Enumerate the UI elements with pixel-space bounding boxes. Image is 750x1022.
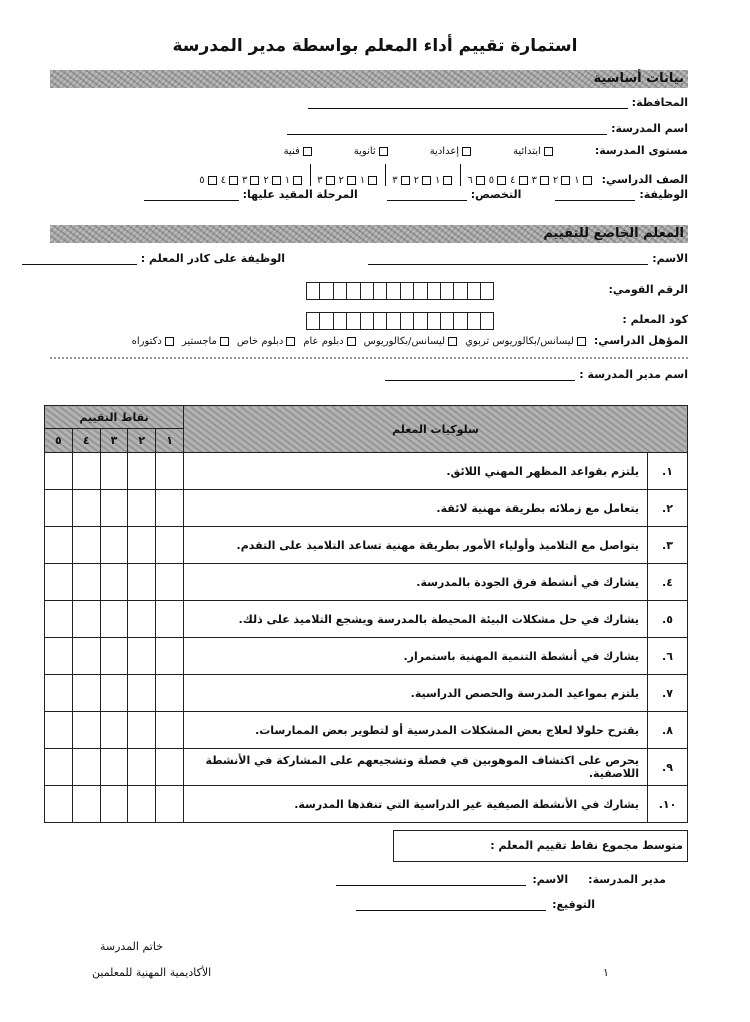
table-row — [45, 749, 688, 786]
grade-number: ٣ — [392, 175, 398, 186]
rating-cell[interactable] — [156, 786, 184, 823]
digit-box[interactable] — [480, 282, 494, 300]
grade-number: ٣ — [317, 175, 323, 186]
point-header: ٥ — [45, 429, 73, 453]
grade-option-technical[interactable] — [263, 175, 282, 186]
grade-option-technical[interactable] — [221, 175, 240, 186]
rating-cell[interactable] — [72, 453, 100, 490]
principal-name-label: الاسم: — [532, 873, 569, 886]
rating-cell[interactable] — [156, 601, 184, 638]
digit-box[interactable] — [319, 282, 333, 300]
grade-number: ٢ — [413, 175, 419, 186]
grade-number: ٤ — [220, 175, 226, 186]
grade-option-secondary[interactable] — [360, 175, 379, 186]
behavior-text: يتعامل مع زملائه بطريقة مهنية لائقة. — [183, 490, 647, 527]
grade-option-primary[interactable] — [553, 175, 572, 186]
rating-cell[interactable] — [72, 564, 100, 601]
grade-option-primary[interactable] — [574, 175, 593, 186]
behavior-text: يقترح حلولا لعلاج بعض المشكلات المدرسية أو لتطوير بعض الممارسات. — [183, 712, 647, 749]
digit-box[interactable] — [427, 312, 441, 330]
table-row — [45, 786, 688, 823]
rating-cell[interactable] — [100, 453, 128, 490]
option-label: ليسانس/بكالوريوس تربوي — [465, 336, 574, 347]
row-number: ٩. — [648, 749, 688, 786]
level-option[interactable]: ثانوية — [354, 146, 390, 157]
point-header: ٢ — [128, 429, 156, 453]
table-row — [45, 675, 688, 712]
checkbox[interactable] — [443, 176, 452, 185]
checkbox[interactable] — [379, 147, 388, 156]
average-score-label: متوسط مجموع نقاط تقييم المعلم : — [490, 839, 683, 852]
rating-cell[interactable] — [128, 786, 156, 823]
principal-name-field[interactable] — [385, 370, 575, 381]
checkbox[interactable] — [229, 176, 238, 185]
rating-cell[interactable] — [128, 749, 156, 786]
rating-cell[interactable] — [100, 527, 128, 564]
table-row — [45, 453, 688, 490]
checkbox[interactable] — [165, 337, 174, 346]
digit-box[interactable] — [440, 312, 454, 330]
digit-box[interactable] — [413, 282, 427, 300]
rating-cell[interactable] — [45, 564, 73, 601]
cadre-job-label: الوظيفة على كادر المعلم : — [140, 252, 285, 265]
digit-box[interactable] — [427, 282, 441, 300]
cadre-job-field[interactable] — [22, 254, 137, 265]
grade-number: ٣ — [531, 175, 537, 186]
rating-cell[interactable] — [100, 675, 128, 712]
governorate-label: المحافظة: — [631, 96, 688, 109]
digit-box[interactable] — [453, 312, 467, 330]
rating-cell[interactable] — [45, 638, 73, 675]
rating-cell[interactable] — [100, 749, 128, 786]
rating-cell[interactable] — [128, 527, 156, 564]
job-label: الوظيفة: — [639, 188, 688, 201]
qualification-option[interactable] — [132, 336, 176, 347]
behavior-text: يلتزم بقواعد المظهر المهني اللائق. — [183, 453, 647, 490]
grade-option-secondary[interactable] — [317, 175, 336, 186]
grade-option-prep[interactable] — [414, 175, 433, 186]
rating-cell[interactable] — [156, 490, 184, 527]
digit-box[interactable] — [306, 312, 320, 330]
grade-number: ١ — [359, 175, 366, 186]
behavior-text: يشارك في حل مشكلات البيئة المحيطة بالمدرسة ويشجع التلاميذ على ذلك. — [183, 601, 647, 638]
digit-box[interactable] — [373, 282, 387, 300]
digit-box[interactable] — [333, 282, 347, 300]
page-number: ١ — [603, 966, 609, 979]
signature-label: التوقيع: — [552, 898, 595, 911]
checkbox[interactable] — [401, 176, 410, 185]
digit-box[interactable] — [373, 312, 387, 330]
rating-cell[interactable] — [72, 638, 100, 675]
behavior-text: يشارك في الأنشطة الصيفية غير الدراسية التي تنفذها المدرسة. — [183, 786, 647, 823]
row-number: ٤. — [648, 564, 688, 601]
behavior-text: يتواصل مع التلاميذ وأولياء الأمور بطريقة مهنية تساعد التلاميذ على التقدم. — [183, 527, 647, 564]
table-row — [45, 712, 688, 749]
grade-option-technical[interactable] — [285, 175, 304, 186]
checkbox[interactable] — [208, 176, 217, 185]
checkbox[interactable] — [540, 176, 549, 185]
rating-cell[interactable] — [100, 712, 128, 749]
stage-label: المرحلة المقيد عليها: — [242, 188, 358, 201]
divider — [310, 164, 311, 186]
qualification-row — [132, 334, 688, 347]
table-row — [45, 527, 688, 564]
checkbox[interactable] — [368, 176, 377, 185]
school-stamp-label: خاتم المدرسة — [100, 940, 163, 953]
digit-box[interactable] — [400, 282, 414, 300]
digit-box[interactable] — [440, 282, 454, 300]
checkbox[interactable] — [561, 176, 570, 185]
rating-cell[interactable] — [45, 490, 73, 527]
row-number: ٢. — [648, 490, 688, 527]
rating-cell[interactable] — [128, 453, 156, 490]
digit-box[interactable] — [360, 312, 374, 330]
school-level-row — [284, 144, 688, 157]
table-row — [45, 490, 688, 527]
digit-box[interactable] — [400, 312, 414, 330]
rating-cell[interactable] — [45, 786, 73, 823]
principal-name-label: اسم مدير المدرسة : — [579, 368, 688, 381]
principal-signoff-name-field[interactable] — [336, 875, 526, 886]
grade-option-primary[interactable] — [489, 175, 508, 186]
level-option[interactable]: ابتدائية — [513, 146, 555, 157]
qualification-option[interactable] — [182, 336, 231, 347]
rating-cell[interactable] — [45, 453, 73, 490]
point-header: ١ — [156, 429, 184, 453]
national-id-boxes[interactable] — [307, 282, 494, 300]
grade-option-technical[interactable] — [199, 175, 218, 186]
behavior-text: يلتزم بمواعيد المدرسة والحصص الدراسية. — [183, 675, 647, 712]
point-header: ٤ — [72, 429, 100, 453]
row-number: ٥. — [648, 601, 688, 638]
section-teacher-heading: المعلم الخاضع للتقييم — [50, 225, 688, 243]
point-header: ٣ — [100, 429, 128, 453]
rating-cell[interactable] — [45, 749, 73, 786]
academy-name: الأكاديمية المهنية للمعلمين — [92, 966, 212, 979]
checkbox[interactable] — [326, 176, 335, 185]
rating-cell[interactable] — [72, 749, 100, 786]
checkbox[interactable] — [544, 147, 553, 156]
option-label: دكتوراه — [131, 336, 162, 347]
checkbox[interactable] — [476, 176, 485, 185]
row-number: ١. — [648, 453, 688, 490]
divider — [460, 164, 461, 186]
governorate-field[interactable] — [308, 98, 628, 109]
checkbox[interactable] — [347, 176, 356, 185]
specialization-label: التخصص: — [470, 188, 522, 201]
behaviors-header: سلوكيات المعلم — [183, 406, 687, 453]
grade-number: ١ — [284, 175, 291, 186]
grade-number: ٢ — [338, 175, 344, 186]
grade-option-prep[interactable] — [435, 175, 454, 186]
rating-cell[interactable] — [72, 712, 100, 749]
divider — [385, 164, 386, 186]
checkbox[interactable] — [250, 176, 259, 185]
checkbox[interactable] — [303, 147, 312, 156]
rating-cell[interactable] — [156, 749, 184, 786]
job-field[interactable] — [555, 190, 635, 201]
national-id-label: الرقم القومي: — [608, 283, 688, 296]
rating-cell[interactable] — [45, 675, 73, 712]
rating-cell[interactable] — [100, 490, 128, 527]
rating-cell[interactable] — [128, 601, 156, 638]
rating-cell[interactable] — [156, 712, 184, 749]
teacher-code-label: كود المعلم : — [622, 313, 688, 326]
rating-cell[interactable] — [72, 490, 100, 527]
rating-cell[interactable] — [72, 527, 100, 564]
grade-number: ٤ — [510, 175, 516, 186]
rating-cell[interactable] — [45, 527, 73, 564]
grade-number: ٢ — [552, 175, 559, 186]
points-header: نقاط التقييم — [45, 406, 184, 429]
grade-number: ٣ — [242, 175, 248, 186]
digit-box[interactable] — [319, 312, 333, 330]
principal-label: مدير المدرسة: — [588, 873, 666, 886]
qualification-option[interactable] — [364, 336, 459, 347]
checkbox[interactable] — [583, 176, 592, 185]
rating-cell[interactable] — [100, 786, 128, 823]
teacher-code-boxes[interactable] — [307, 312, 494, 330]
grade-option-primary[interactable] — [467, 175, 486, 186]
behavior-text: يحرص على اكتشاف الموهوبين في فصلة وتشجيعهم على المشاركة في الأنشطة اللاصفية. — [183, 749, 647, 786]
option-label: دبلوم خاص — [236, 336, 284, 347]
checkbox[interactable] — [293, 176, 302, 185]
digit-box[interactable] — [360, 282, 374, 300]
qualification-option[interactable] — [303, 336, 357, 347]
grade-number: ١ — [574, 175, 580, 186]
divider — [50, 357, 688, 359]
row-number: ٧. — [648, 675, 688, 712]
evaluation-table — [44, 405, 688, 823]
school-level-label: مستوى المدرسة: — [594, 144, 688, 157]
specialization-field[interactable] — [387, 190, 467, 201]
rating-cell[interactable] — [128, 638, 156, 675]
digit-box[interactable] — [413, 312, 427, 330]
grade-option-technical[interactable] — [242, 175, 261, 186]
school-name-field[interactable] — [287, 124, 607, 135]
checkbox[interactable] — [448, 337, 457, 346]
rating-cell[interactable] — [72, 786, 100, 823]
digit-box[interactable] — [346, 312, 360, 330]
average-score-box[interactable] — [393, 830, 688, 862]
grade-row — [199, 164, 688, 186]
grade-label: الصف الدراسي: — [601, 173, 688, 186]
rating-cell[interactable] — [156, 638, 184, 675]
behavior-text: يشارك في أنشطة التنمية المهنية باستمرار. — [183, 638, 647, 675]
grade-number: ٢ — [263, 175, 269, 186]
behavior-text: يشارك في أنشطة فرق الجودة بالمدرسة. — [183, 564, 647, 601]
checkbox[interactable] — [272, 176, 281, 185]
digit-box[interactable] — [480, 312, 494, 330]
school-name-label: اسم المدرسة: — [611, 122, 688, 135]
rating-cell[interactable] — [100, 601, 128, 638]
rating-cell[interactable] — [156, 527, 184, 564]
rating-cell[interactable] — [45, 601, 73, 638]
rating-cell[interactable] — [100, 638, 128, 675]
grade-number: ١ — [435, 175, 441, 186]
digit-box[interactable] — [386, 312, 400, 330]
digit-box[interactable] — [467, 312, 481, 330]
rating-cell[interactable] — [156, 564, 184, 601]
page-title: استمارة تقييم أداء المعلم بواسطة مدير المدرسة — [172, 36, 578, 56]
table-row — [45, 564, 688, 601]
table-row — [45, 601, 688, 638]
rating-cell[interactable] — [72, 601, 100, 638]
option-label: ماجستير — [181, 336, 217, 347]
checkbox[interactable] — [462, 147, 471, 156]
teacher-name-field[interactable] — [368, 254, 648, 265]
rating-cell[interactable] — [128, 712, 156, 749]
rating-cell[interactable] — [100, 564, 128, 601]
checkbox[interactable] — [286, 337, 295, 346]
row-number: ٨. — [648, 712, 688, 749]
qualification-option[interactable] — [465, 336, 588, 347]
grade-number: ٦ — [467, 175, 473, 186]
option-label: دبلوم عام — [303, 336, 344, 347]
stage-field[interactable] — [144, 190, 239, 201]
checkbox[interactable] — [497, 176, 506, 185]
checkbox[interactable] — [422, 176, 431, 185]
checkbox[interactable] — [577, 337, 586, 346]
grade-option-primary[interactable] — [532, 175, 551, 186]
digit-box[interactable] — [346, 282, 360, 300]
rating-cell[interactable] — [45, 712, 73, 749]
grade-option-primary[interactable] — [510, 175, 529, 186]
teacher-name-label: الاسم: — [652, 252, 688, 265]
rating-cell[interactable] — [128, 675, 156, 712]
qualification-label: المؤهل الدراسي: — [593, 334, 688, 347]
checkbox[interactable] — [220, 337, 229, 346]
option-label: ليسانس/بكالوريوس — [363, 336, 446, 347]
row-number: ٣. — [648, 527, 688, 564]
section-basic-data-heading: بيانات أساسية — [50, 70, 688, 88]
grade-option-secondary[interactable] — [339, 175, 358, 186]
rating-cell[interactable] — [156, 453, 184, 490]
qualification-option[interactable] — [237, 336, 297, 347]
rating-cell[interactable] — [128, 564, 156, 601]
checkbox[interactable] — [347, 337, 356, 346]
table-row — [45, 638, 688, 675]
rating-cell[interactable] — [156, 675, 184, 712]
digit-box[interactable] — [453, 282, 467, 300]
checkbox[interactable] — [519, 176, 528, 185]
rating-cell[interactable] — [128, 490, 156, 527]
grade-option-prep[interactable] — [392, 175, 411, 186]
digit-box[interactable] — [467, 282, 481, 300]
digit-box[interactable] — [386, 282, 400, 300]
level-option[interactable]: إعدادية — [430, 146, 473, 157]
grade-number: ٥ — [199, 175, 205, 186]
grade-number: ٥ — [488, 175, 495, 186]
signature-field[interactable] — [356, 900, 546, 911]
rating-cell[interactable] — [72, 675, 100, 712]
level-option[interactable]: فنية — [284, 146, 314, 157]
digit-box[interactable] — [333, 312, 347, 330]
row-number: ٦. — [648, 638, 688, 675]
row-number: ١٠. — [648, 786, 688, 823]
digit-box[interactable] — [306, 282, 320, 300]
